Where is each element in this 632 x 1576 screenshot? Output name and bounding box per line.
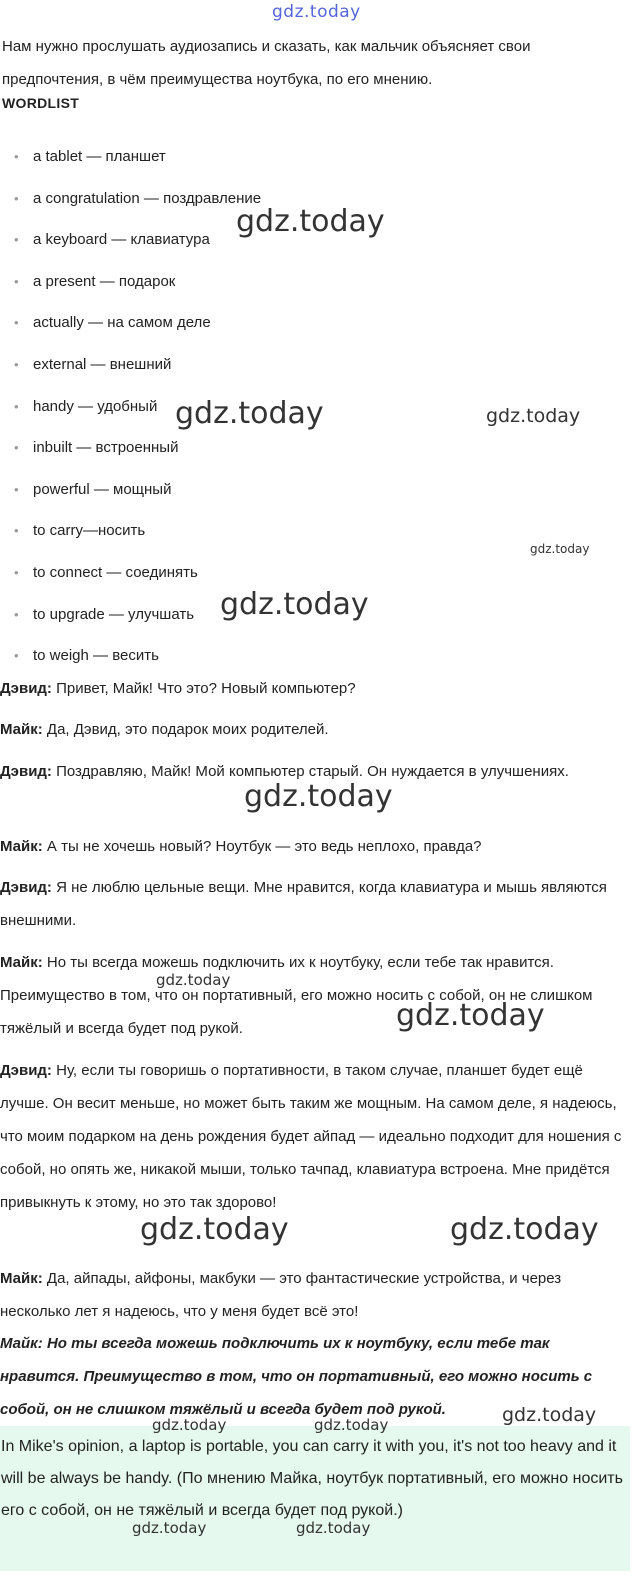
word-entry: to weigh — весить <box>33 647 159 665</box>
word-entry: to carry—носить <box>33 522 146 540</box>
dialogue-text: Привет, Майк! Что это? Новый компьютер? <box>51 680 356 697</box>
watermark: gdz.today <box>152 1416 227 1434</box>
dialogue-text: Но ты всегда можешь подключить их к ноутбуку, если тебе так нравится. Преимущество в том, что он портативный, его можно носить с собой, он не слишком тяжёлый и всегда будет под рукой. <box>0 1335 593 1418</box>
list-item <box>14 302 261 344</box>
watermark: gdz.today <box>132 1519 207 1537</box>
word-entry: a keyboard — клавиатура <box>33 231 210 249</box>
bullet-icon: • <box>14 398 19 414</box>
answer-text: In Mike's opinion, a laptop is portable, you can carry it with you, it's not too heavy and it will be always be handy. (По мнению Майка, ноутбук портативный, его можно носить его с собой, он не тяжёлый и всегда будет под рукой.) <box>1 1438 623 1519</box>
bullet-icon: • <box>14 523 19 539</box>
list-item <box>14 261 261 303</box>
dialogue-text: Да, Дэвид, это подарок моих родителей. <box>42 721 329 738</box>
word-entry: to connect — соединять <box>33 563 198 581</box>
bullet-icon: • <box>14 648 19 664</box>
list-item <box>14 469 261 511</box>
task-intro: Нам нужно прослушать аудиозапись и сказать, как мальчик объясняет свои предпочтения, в чём преимущества ноутбука, по его мнению. <box>2 38 531 88</box>
bullet-icon: • <box>14 232 19 248</box>
watermark: gdz.today <box>236 204 385 239</box>
dialogue-line <box>0 1054 628 1219</box>
watermark: gdz.today <box>220 587 369 622</box>
list-item <box>14 178 261 220</box>
watermark: gdz.today <box>450 1212 599 1247</box>
dialogue-line <box>0 830 628 863</box>
word-entry: inbuilt — встроенный <box>33 439 179 457</box>
watermark: gdz.today <box>156 971 231 989</box>
dialogue-text: Но ты всегда можешь подключить их к ноутбуку, если тебе так нравится. Преимущество в том, что он портативный, его можно носить с собой, он не слишком тяжёлый и всегда будет под рукой. <box>0 954 593 1037</box>
list-item <box>14 635 261 677</box>
bullet-icon: • <box>14 149 19 164</box>
word-entry: handy — удобный <box>33 397 158 415</box>
watermark: gdz.today <box>296 1519 371 1537</box>
watermark: gdz.today <box>502 1404 597 1426</box>
watermark: gdz.today <box>244 779 393 814</box>
word-entry: powerful — мощный <box>33 480 172 498</box>
dialogue-line <box>0 871 628 937</box>
word-entry: a congratulation — поздравление <box>33 189 262 207</box>
word-entry: a tablet — планшет <box>33 148 166 165</box>
bullet-icon: • <box>14 356 19 372</box>
speaker-label: Дэвид: <box>0 879 52 896</box>
list-item <box>14 219 261 261</box>
dialogue-text: Поздравляю, Майк! Мой компьютер старый. Он нуждается в улучшениях. <box>51 763 569 780</box>
bullet-icon: • <box>14 564 19 580</box>
site-logo[interactable]: gdz.today <box>272 2 361 22</box>
word-entry: a present — подарок <box>33 272 176 290</box>
dialogue-text: Я не люблю цельные вещи. Мне нравится, когда клавиатура и мышь являются внешними. <box>0 879 607 929</box>
list-item <box>14 136 261 178</box>
bullet-icon: • <box>14 273 19 289</box>
word-entry: actually — на самом деле <box>33 314 211 332</box>
bullet-icon: • <box>14 606 19 622</box>
wordlist-heading: WORDLIST <box>2 95 80 111</box>
dialogue-line <box>0 1262 628 1328</box>
bullet-icon: • <box>14 190 19 206</box>
watermark: gdz.today <box>314 1416 389 1434</box>
watermark: gdz.today <box>140 1212 289 1247</box>
dialogue-line <box>0 672 628 705</box>
list-item <box>14 344 261 386</box>
speaker-label: Майк: <box>0 1335 43 1352</box>
list-item <box>14 427 261 469</box>
watermark: gdz.today <box>530 542 590 556</box>
speaker-label: Майк: <box>0 721 43 738</box>
watermark: gdz.today <box>396 998 545 1033</box>
speaker-label: Майк: <box>0 838 43 855</box>
dialogue-text: Ну, если ты говоришь о портативности, в таком случае, планшет будет ещё лучше. Он весит меньше, но может быть таким же мощным. На самом деле, я надеюсь, что моим подарком на день рождения будет айпад — идеально подходит для ношения с собой, но опять же, никакой мыши, только тачпад, клавиатура встроена. Мне придётся привыкнуть к этому, но это так здорово! <box>0 1062 622 1211</box>
word-entry: external — внешний <box>33 355 172 373</box>
dialogue-text: Да, айпады, айфоны, макбуки — это фантастические устройства, и через несколько лет я надеюсь, что у меня будет всё это! <box>0 1270 562 1320</box>
bullet-icon: • <box>14 315 19 331</box>
watermark: gdz.today <box>175 396 324 431</box>
speaker-label: Майк: <box>0 954 43 971</box>
dialogue-line <box>0 713 628 746</box>
speaker-label: Дэвид: <box>0 1062 52 1079</box>
bullet-icon: • <box>14 481 19 497</box>
word-entry: to upgrade — улучшать <box>33 605 195 623</box>
speaker-label: Дэвид: <box>0 763 52 780</box>
list-item <box>14 510 261 552</box>
watermark: gdz.today <box>486 405 581 427</box>
speaker-label: Майк: <box>0 1270 43 1287</box>
dialogue-text: А ты не хочешь новый? Ноутбук — это ведь неплохо, правда? <box>42 838 482 855</box>
bullet-icon: • <box>14 440 19 456</box>
speaker-label: Дэвид: <box>0 680 52 697</box>
